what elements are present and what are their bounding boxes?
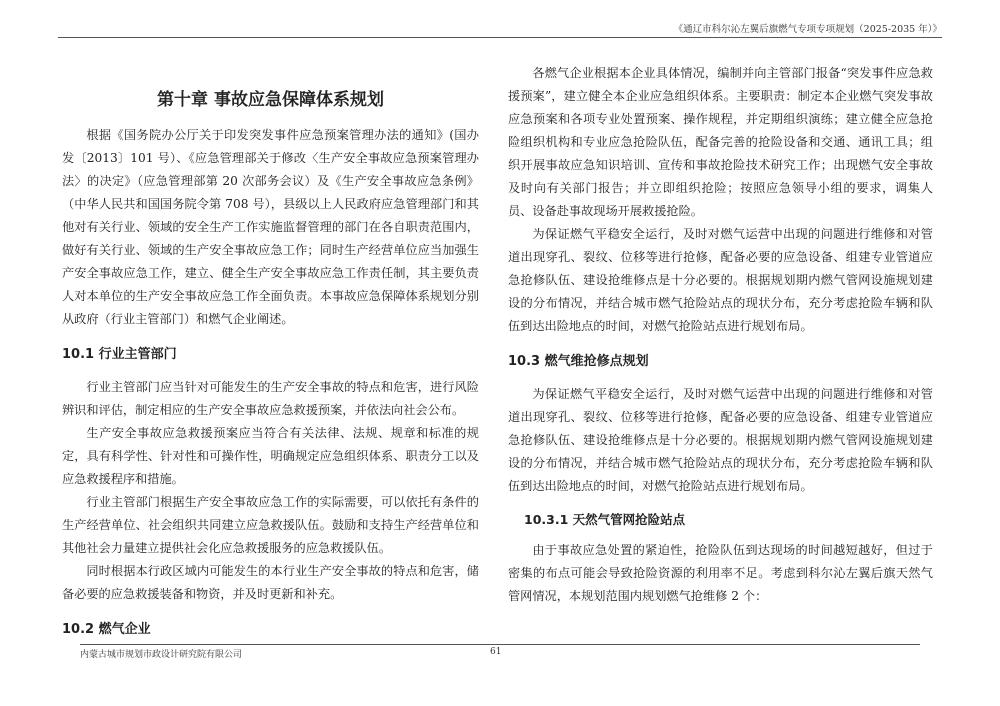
footer-rule (80, 644, 920, 645)
section-title-10-2: 10.2 燃气企业 (62, 622, 151, 637)
running-header: 《通辽市科尔沁左翼后旗燃气专项专项规划（2025-2035 年）》 (673, 24, 942, 35)
paragraph: 同时根据本行政区域内可能发生的本行业生产安全事故的特点和危害，储备必要的应急救援装备和物资，并及时更新和补充。 (62, 564, 479, 601)
header-rule (58, 37, 942, 38)
page-number: 61 (490, 647, 502, 657)
paragraph: 行业主管部门根据生产安全事故应急工作的实际需要，可以依托有条件的生产经营单位、社会组织共同建立应急救援队伍。鼓励和支持生产经营单位和其他社会力量建立提供社会化应急救援服务的应急救援队伍。 (62, 495, 479, 555)
right-column (508, 62, 933, 608)
subsection-title-10-3-1: 10.3.1 天然气管网抢险站点 (524, 512, 686, 527)
paragraph: 行业主管部门应当针对可能发生的生产安全事故的特点和危害，进行风险辨识和评估，制定相应的生产安全事故应急救援预案，并依法向社会公布。 (62, 380, 479, 417)
paragraph: 由于事故应急处置的紧迫性，抢险队伍到达现场的时间越短越好，但过于密集的布点可能会导致抢险资源的利用率不足。考虑到科尔沁左翼后旗天然气管网情况，本规划范围内规划燃气抢维修 2 个： (508, 543, 933, 603)
paragraph: 为保证燃气平稳安全运行，及时对燃气运营中出现的问题进行维修和对管道出现穿孔、裂纹、位移等进行抢修，配备必要的应急设备、组建专业管道应急抢修队伍、建设抢维修点是十分必要的。根据规划期内燃气管网设施规划建设的分布情况，并结合城市燃气抢险站点的现状分布，充分考虑抢险车辆和队伍到达出险地点的时间，对燃气抢险站点进行规划布局。 (508, 227, 933, 333)
intro-paragraph: 根据《国务院办公厅关于印发突发事件应急预案管理办法的通知》(国办发〔2013〕101 号）、《应急管理部关于修改〈生产安全事故应急预案管理办法〉的决定》（应急管理部第 20 次部务会议）及《生产安全事故应急条例》（中华人民共和国国务院令第 708 号），县级以上人民政府应急管理部门和其他对有关行业、领域的安全生产工作实施监督管理的部门在各自职责范围内，做好有关行业、领域的生产安全事故应急工作；同时生产经营单位应当加强生产安全事故应急工作，建立、健全生产安全事故应急工作责任制，其主要负责人对本单位的生产安全事故应急工作全面负责。本事故应急保障体系规划分别从政府（行业主管部门）和燃气企业阐述。 (62, 128, 479, 326)
paragraph: 为保证燃气平稳安全运行，及时对燃气运营中出现的问题进行维修和对管道出现穿孔、裂纹、位移等进行抢修，配备必要的应急设备、组建专业管道应急抢修队伍、建设抢维修点是十分必要的。根据规划期内燃气管网设施规划建设的分布情况，并结合城市燃气抢险站点的现状分布，充分考虑抢险车辆和队伍到达出险地点的时间，对燃气抢险站点进行规划布局。 (508, 387, 933, 493)
left-column (62, 124, 479, 641)
paragraph: 各燃气企业根据本企业具体情况，编制并向主管部门报备“突发事件应急救援预案”，建立健全本企业应急组织体系。主要职责：制定本企业燃气突发事故应急预案和各项专业处置预案、操作规程，并定期组织演练；建立健全应急抢险组织机构和专业应急抢险队伍，配备完善的抢险设备和交通、通讯工具；组织开展事故应急知识培训、宣传和事故抢险技术研究工作；出现燃气安全事故及时向有关部门报告；并立即组织抢险；按照应急领导小组的要求，调集人员、设备赴事故现场开展救援抢险。 (508, 66, 933, 218)
section-title-10-3: 10.3 燃气维抢修点规划 (508, 354, 649, 369)
chapter-title: 第十章 事故应急保障体系规划 (157, 90, 384, 110)
footer-organization: 内蒙古城市规划市政设计研究院有限公司 (80, 650, 243, 660)
paragraph: 生产安全事故应急救援预案应当符合有关法律、法规、规章和标准的规定，具有科学性、针对性和可操作性，明确规定应急组织体系、职责分工以及应急救援程序和措施。 (62, 426, 479, 486)
section-title-10-1: 10.1 行业主管部门 (62, 347, 177, 362)
